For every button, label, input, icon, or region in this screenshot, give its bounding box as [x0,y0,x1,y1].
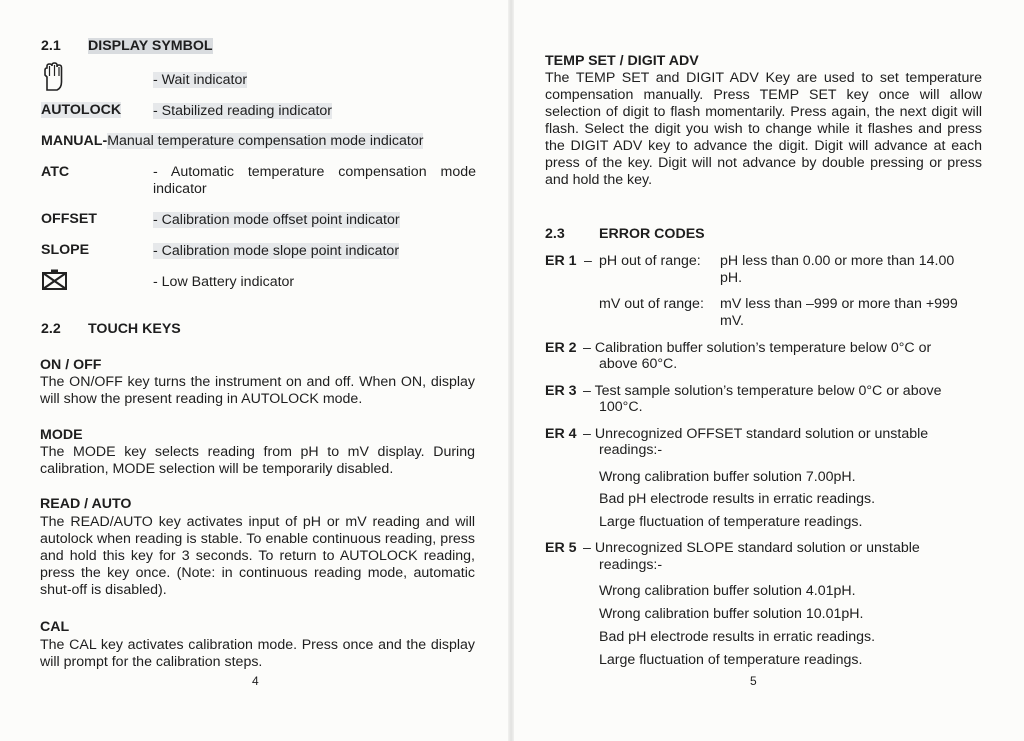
er4-cause: Large fluctuation of temperature readings. [599,514,863,530]
er5-cause: Bad pH electrode results in erratic readings. [599,629,876,645]
section-title: TOUCH KEYS [88,321,181,337]
section-title: ERROR CODES [599,226,705,242]
key-title-onoff: ON / OFF [40,357,102,373]
error-code-er1: ER 1 [545,253,577,269]
er2-text-cont: above 60°C. [599,356,678,372]
er3-text-cont: 100°C. [599,399,643,415]
symbol-label-offset: OFFSET [41,211,97,227]
section-title: DISPLAY SYMBOL [88,38,213,54]
er4-text-cont: readings:- [599,442,663,458]
er1-dash: – [584,253,592,269]
book-gutter [508,0,514,741]
er1-label-ph: pH out of range: [599,253,701,269]
symbol-desc-atc: - Automatic temperature compensation mode indicator [153,164,476,197]
symbol-desc-manual: Manual temperature compensation mode indicator [107,133,424,149]
symbol-label-autolock: AUTOLOCK [41,102,122,118]
key-text-mode: The MODE key selects reading from pH to mV display. During calibration, MODE selection will be temporarily disabled. [40,444,475,477]
er4-cause: Bad pH electrode results in erratic readings. [599,491,876,507]
page-number-right: 5 [750,674,757,688]
key-text-readauto: The READ/AUTO key activates input of pH or mV reading and will autolock when reading is stable. To enable continuous reading, press and hold this key for 3 seconds. To return to AUTOLOCK reading, press the key once. (Note: in continuous reading mode, automatic shut-off is disabled). [40,514,475,598]
symbol-label-manual: MANUAL- [41,133,108,149]
er1-value-ph: pH less than 0.00 or more than 14.00 [720,253,955,269]
error-code-er4: ER 4 [545,426,577,442]
symbol-label-atc: ATC [41,164,70,180]
temp-set-title: TEMP SET / DIGIT ADV [545,53,699,69]
hand-icon [41,62,65,92]
symbol-desc-offset: - Calibration mode offset point indicator [153,212,400,228]
error-code-er2: ER 2 [545,340,577,356]
er5-text: – Unrecognized SLOPE standard solution or unstable [583,540,920,556]
er3-text: – Test sample solution’s temperature below 0°C or above [583,383,942,399]
key-title-mode: MODE [40,427,83,443]
symbol-desc-slope: - Calibration mode slope point indicator [153,243,400,259]
key-title-readauto: READ / AUTO [40,496,132,512]
er5-text-cont: readings:- [599,557,663,573]
key-text-cal: The CAL key activates calibration mode. Press once and the display will prompt for the calibration steps. [40,637,475,670]
er5-cause: Large fluctuation of temperature readings. [599,652,863,668]
symbol-desc-battery: - Low Battery indicator [153,274,295,290]
symbol-desc-autolock: - Stabilized reading indicator [153,103,333,119]
temp-set-text: The TEMP SET and DIGIT ADV Key are used to set temperature compensation manually. Press TEMP SET key once will allow selection of digit to flash momentarily. Press again, the next digit will flash. Select the digit you wish to change while it flashes and press the DIGIT ADV key to advance the digit. Digit will advance at each press of the key. Digit will not advance by double pressing or press and hold the key. [545,70,982,188]
symbol-row-manual [41,133,423,149]
er1-value-mv: mV less than –999 or more than +999 [720,296,958,312]
er5-cause: Wrong calibration buffer solution 10.01pH. [599,606,864,622]
key-title-cal: CAL [40,619,70,635]
er2-text: – Calibration buffer solution’s temperature below 0°C or [583,340,932,356]
section-number: 2.3 [545,226,565,242]
section-number: 2.2 [41,321,61,337]
error-code-er3: ER 3 [545,383,577,399]
symbol-label-slope: SLOPE [41,242,90,258]
er1-value-mv-unit: mV. [720,313,744,329]
section-number: 2.1 [41,38,61,54]
page-number-left: 4 [252,674,259,688]
low-battery-icon [40,268,70,294]
key-text-onoff: The ON/OFF key turns the instrument on and off. When ON, display will show the present reading in AUTOLOCK mode. [40,374,475,407]
er1-label-mv: mV out of range: [599,296,704,312]
er4-text: – Unrecognized OFFSET standard solution or unstable [583,426,929,442]
symbol-desc-wait: - Wait indicator [153,72,248,88]
er1-value-ph-unit: pH. [720,270,743,286]
er4-cause: Wrong calibration buffer solution 7.00pH. [599,469,856,485]
error-code-er5: ER 5 [545,540,577,556]
er5-cause: Wrong calibration buffer solution 4.01pH. [599,583,856,599]
